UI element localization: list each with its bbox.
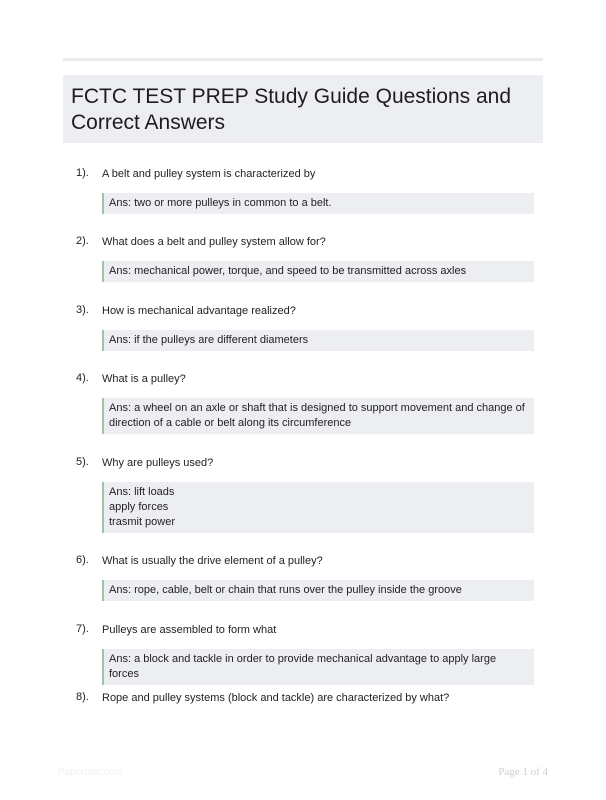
answer-line: Ans: rope, cable, belt or chain that runs over the pulley inside the groove [109, 584, 462, 596]
answer-box [102, 580, 534, 601]
document-title [71, 84, 535, 136]
title-banner [63, 75, 543, 143]
answer-box [102, 482, 534, 533]
answer-box [102, 193, 534, 214]
answer-line: direction of a cable or belt along its circumference [109, 417, 352, 429]
question-text: A belt and pulley system is characterized by [102, 168, 316, 180]
question-text: Why are pulleys used? [102, 457, 214, 469]
answer-line: Ans: a wheel on an axle or shaft that is designed to support movement and change of [109, 402, 525, 414]
answer-line: Ans: two or more pulleys in common to a belt. [109, 197, 332, 209]
question-number: 2). [76, 235, 89, 247]
title-line-1: FCTC TEST PREP Study Guide Questions and [71, 85, 512, 108]
title-line-2: Correct Answers [71, 111, 226, 134]
answer-line: Ans: if the pulleys are different diameters [109, 334, 309, 346]
answer-box [102, 261, 534, 282]
answer-box [102, 398, 534, 434]
question-number: 1). [76, 167, 89, 179]
question-text: What does a belt and pulley system allow for? [102, 236, 326, 248]
answer-box [102, 649, 534, 685]
answer-line: apply forces [109, 501, 169, 513]
question-text: Rope and pulley systems (block and tackle) are characterized by what? [102, 692, 450, 704]
answer-line: trasmit power [109, 516, 176, 528]
question-number: 5). [76, 456, 89, 468]
question-number: 7). [76, 623, 89, 635]
question-text: What is a pulley? [102, 373, 186, 385]
page-indicator: Page 1 of 4 [498, 766, 548, 778]
question-text: Pulleys are assembled to form what [102, 624, 277, 636]
answer-line: Ans: lift loads [109, 486, 175, 498]
answer-line: Ans: mechanical power, torque, and speed to be transmitted across axles [109, 265, 467, 277]
question-text: What is usually the drive element of a pulley? [102, 555, 323, 567]
question-text: How is mechanical advantage realized? [102, 305, 296, 317]
answer-box [102, 330, 534, 351]
answer-line: Ans: a block and tackle in order to provide mechanical advantage to apply large forces [109, 653, 500, 680]
top-divider [63, 58, 543, 61]
question-number: 6). [76, 554, 89, 566]
question-number: 8). [76, 691, 89, 703]
footer-watermark: Paperbbc.com [58, 767, 123, 778]
question-number: 4). [76, 372, 89, 384]
question-number: 3). [76, 304, 89, 316]
